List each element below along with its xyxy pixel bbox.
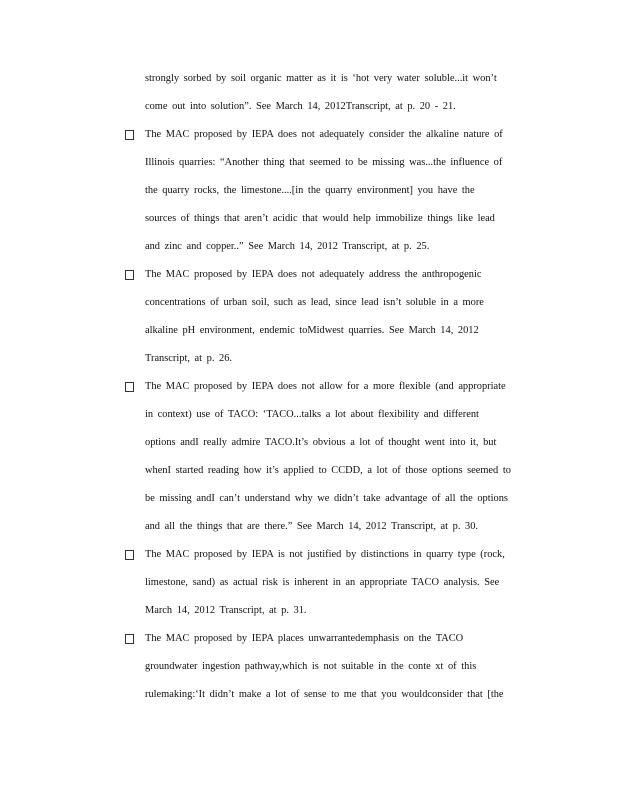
bullet-line: the quarry rocks, the limestone....[in the quarry environment] you have the	[145, 185, 475, 196]
bullet-line: and all the things that are there.” See March 14, 2012 Transcript, at p. 30.	[145, 521, 479, 532]
bullet-line: March 14, 2012 Transcript, at p. 31.	[145, 605, 307, 616]
bullet-line: limestone, sand) as actual risk is inherent in an appropriate TACO analysis. See	[145, 577, 500, 588]
bullet-icon	[125, 270, 134, 280]
bullet-line: be missing andI can’t understand why we didn’t take advantage of all the options	[145, 493, 508, 504]
bullet-line: The MAC proposed by IEPA does not adequately address the anthropogenic	[145, 269, 482, 280]
bullet-line: alkaline pH environment, endemic toMidwest quarries. See March 14, 2012	[145, 325, 479, 336]
bullet-icon	[125, 130, 134, 140]
bullet-line: The MAC proposed by IEPA does not adequately consider the alkaline nature of	[145, 129, 503, 140]
bullet-icon	[125, 382, 134, 392]
bullet-icon	[125, 550, 134, 560]
bullet-icon	[125, 634, 134, 644]
bullet-line: sources of things that aren’t acidic that would help immobilize things like lead	[145, 213, 495, 224]
bullet-line: groundwater ingestion pathway,which is not suitable in the conte xt of this	[145, 661, 477, 672]
bullet-line: Illinois quarries: “Another thing that seemed to be missing was...the influence of	[145, 157, 503, 168]
bullet-line: options andI really admire TACO.It’s obvious a lot of thought went into it, but	[145, 437, 497, 448]
bullet-line: The MAC proposed by IEPA does not allow for a more flexible (and appropriate	[145, 381, 506, 392]
bullet-line: concentrations of urban soil, such as lead, since lead isn’t soluble in a more	[145, 297, 484, 308]
bullet-line: rulemaking:‘It didn’t make a lot of sense to me that you wouldconsider that [the	[145, 689, 504, 700]
bullet-line: The MAC proposed by IEPA is not justified by distinctions in quarry type (rock,	[145, 549, 505, 560]
bullet-line: whenI started reading how it’s applied to CCDD, a lot of those options seemed to	[145, 465, 511, 476]
intro-line: come out into solution”. See March 14, 2012Transcript, at p. 20 - 21.	[145, 101, 456, 112]
bullet-line: in context) use of TACO: ‘TACO...talks a lot about flexibility and different	[145, 409, 479, 420]
bullet-line: Transcript, at p. 26.	[145, 353, 233, 364]
intro-line: strongly sorbed by soil organic matter as it is ‘hot very water soluble...it won’t	[145, 73, 497, 84]
bullet-line: and zinc and copper..” See March 14, 2012 Transcript, at p. 25.	[145, 241, 430, 252]
bullet-line: The MAC proposed by IEPA places unwarrantedemphasis on the TACO	[145, 633, 464, 644]
